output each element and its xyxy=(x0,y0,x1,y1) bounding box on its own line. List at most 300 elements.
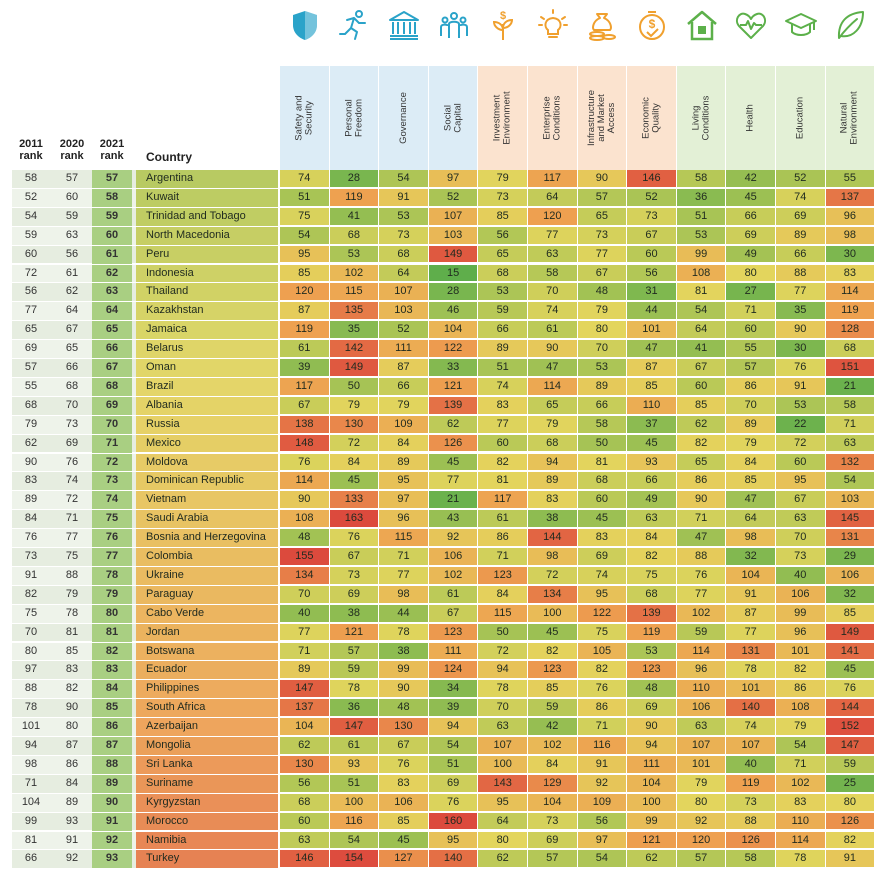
score-cell: 78 xyxy=(379,624,428,641)
score-cell: 69 xyxy=(528,832,577,849)
score-cell: 67 xyxy=(429,605,478,622)
country-name: Trinidad and Tobago xyxy=(146,209,246,222)
rank-2021: 90 xyxy=(92,794,132,812)
score-cell: 101 xyxy=(627,321,676,338)
score-cell: 137 xyxy=(826,189,875,206)
score-cell: 71 xyxy=(726,302,775,319)
leaf-icon xyxy=(833,8,867,42)
score-cell: 73 xyxy=(776,548,825,565)
score-cell: 76 xyxy=(280,454,329,471)
score-cell: 21 xyxy=(826,378,875,395)
score-cell: 102 xyxy=(330,265,379,282)
table-row xyxy=(0,378,879,396)
score-cell: 105 xyxy=(578,643,627,660)
score-cell: 106 xyxy=(379,794,428,811)
rank-2020: 79 xyxy=(65,587,79,600)
score-cell: 114 xyxy=(776,832,825,849)
score-cell: 57 xyxy=(578,189,627,206)
table-row xyxy=(0,643,879,661)
score-cell: 68 xyxy=(379,246,428,263)
score-cell: 81 xyxy=(677,283,726,300)
score-cell: 104 xyxy=(429,321,478,338)
score-cell: 45 xyxy=(379,832,428,849)
score-cell: 117 xyxy=(280,378,329,395)
score-cell: 54 xyxy=(280,227,329,244)
score-cell: 119 xyxy=(627,624,676,641)
score-cell: 76 xyxy=(330,529,379,546)
score-cell: 68 xyxy=(826,340,875,357)
column-header xyxy=(776,66,825,170)
rank-2011: 69 xyxy=(24,342,38,355)
rank-2011: 90 xyxy=(24,455,38,468)
score-cell: 160 xyxy=(429,813,478,830)
table-row xyxy=(0,454,879,472)
score-cell: 42 xyxy=(528,718,577,735)
score-cell: 73 xyxy=(578,227,627,244)
score-cell: 51 xyxy=(280,189,329,206)
score-cell: 124 xyxy=(429,661,478,678)
rank-2021: 91 xyxy=(92,813,132,831)
rank-2021: 92 xyxy=(92,832,132,850)
table-row xyxy=(0,246,879,264)
rank-2020: 66 xyxy=(65,361,79,373)
score-cell: 59 xyxy=(826,756,875,773)
score-cell: 83 xyxy=(528,491,577,508)
score-cell: 29 xyxy=(826,548,875,565)
rank-2020: 74 xyxy=(65,474,79,487)
score-cell: 107 xyxy=(429,208,478,225)
score-cell: 62 xyxy=(429,416,478,433)
rank-2021: 69 xyxy=(92,397,132,415)
rank-2020: 59 xyxy=(65,209,79,222)
score-cell: 82 xyxy=(627,548,676,565)
score-cell: 109 xyxy=(379,416,428,433)
score-cell: 69 xyxy=(330,586,379,603)
score-cell: 100 xyxy=(528,605,577,622)
score-cell: 76 xyxy=(677,567,726,584)
table-row xyxy=(0,189,879,207)
score-cell: 65 xyxy=(578,208,627,225)
score-cell: 49 xyxy=(627,491,676,508)
rank-2021: 75 xyxy=(92,510,132,528)
score-cell: 41 xyxy=(677,340,726,357)
score-cell: 47 xyxy=(677,529,726,546)
rank-2021: 89 xyxy=(92,775,132,793)
score-cell: 95 xyxy=(578,586,627,603)
rank-2011: 101 xyxy=(21,720,41,733)
rank-2011: 71 xyxy=(24,776,38,789)
rank-2020: 85 xyxy=(65,644,79,657)
score-cell: 69 xyxy=(627,699,676,716)
rank-2011: 57 xyxy=(24,361,38,373)
table-row xyxy=(0,737,879,755)
score-cell: 148 xyxy=(280,435,329,452)
score-cell: 44 xyxy=(379,605,428,622)
score-cell: 71 xyxy=(280,643,329,660)
score-cell: 107 xyxy=(677,737,726,754)
heart-pulse-icon xyxy=(734,8,768,42)
score-cell: 32 xyxy=(826,586,875,603)
score-cell: 115 xyxy=(379,529,428,546)
score-cell: 91 xyxy=(826,850,875,867)
score-cell: 119 xyxy=(826,302,875,319)
score-cell: 59 xyxy=(528,699,577,716)
table-row xyxy=(0,775,879,793)
score-cell: 81 xyxy=(478,472,527,489)
country-name: Namibia xyxy=(146,833,187,846)
score-cell: 98 xyxy=(528,548,577,565)
score-cell: 45 xyxy=(429,454,478,471)
score-cell: 84 xyxy=(528,756,577,773)
score-cell: 57 xyxy=(726,359,775,376)
country-name: South Africa xyxy=(146,701,206,714)
score-cell: 61 xyxy=(280,340,329,357)
score-cell: 89 xyxy=(528,472,577,489)
score-cell: 63 xyxy=(627,510,676,527)
rank-2011: 94 xyxy=(24,739,38,751)
score-cell: 75 xyxy=(627,567,676,584)
score-cell: 68 xyxy=(528,435,577,452)
rank-2020: 91 xyxy=(65,833,79,846)
score-cell: 79 xyxy=(528,416,577,433)
country-name: Russia xyxy=(146,417,180,430)
score-cell: 155 xyxy=(280,548,329,565)
score-cell: 64 xyxy=(726,510,775,527)
score-cell: 68 xyxy=(330,227,379,244)
score-cell: 70 xyxy=(776,529,825,546)
score-cell: 35 xyxy=(776,302,825,319)
rank-2020: 92 xyxy=(65,852,79,865)
lightbulb-icon xyxy=(536,8,570,42)
table-row xyxy=(0,850,879,868)
rank-2011: 58 xyxy=(24,172,38,184)
rank-2011: 104 xyxy=(21,795,41,808)
score-cell: 83 xyxy=(478,397,527,414)
score-cell: 77 xyxy=(478,416,527,433)
table-row xyxy=(0,302,879,320)
column-header xyxy=(379,66,428,170)
score-cell: 54 xyxy=(429,737,478,754)
country-name: Oman xyxy=(146,361,176,373)
score-cell: 79 xyxy=(330,397,379,414)
rank-2021-header: 2021 rank xyxy=(99,138,125,162)
score-cell: 60 xyxy=(726,321,775,338)
score-cell: 61 xyxy=(330,737,379,754)
score-cell: 67 xyxy=(627,227,676,244)
score-cell: 73 xyxy=(330,567,379,584)
rank-2011: 56 xyxy=(24,285,38,298)
score-cell: 59 xyxy=(330,661,379,678)
score-cell: 140 xyxy=(429,850,478,867)
score-cell: 73 xyxy=(379,227,428,244)
score-cell: 57 xyxy=(677,850,726,867)
score-cell: 104 xyxy=(726,567,775,584)
table-row xyxy=(0,416,879,434)
score-cell: 65 xyxy=(677,454,726,471)
score-cell: 40 xyxy=(280,605,329,622)
score-cell: 141 xyxy=(826,643,875,660)
score-cell: 90 xyxy=(776,321,825,338)
rank-2021: 64 xyxy=(92,302,132,320)
score-cell: 33 xyxy=(429,359,478,376)
score-cell: 40 xyxy=(726,756,775,773)
rank-2020: 86 xyxy=(65,757,79,770)
score-cell: 79 xyxy=(776,718,825,735)
score-cell: 108 xyxy=(677,265,726,282)
score-cell: 74 xyxy=(726,718,775,735)
score-cell: 52 xyxy=(429,189,478,206)
rank-2021: 85 xyxy=(92,699,132,717)
score-cell: 62 xyxy=(677,416,726,433)
score-cell: 56 xyxy=(280,775,329,792)
score-cell: 48 xyxy=(379,699,428,716)
score-cell: 73 xyxy=(478,189,527,206)
country-name: Cabo Verde xyxy=(146,606,205,619)
score-cell: 114 xyxy=(280,472,329,489)
country-name: Bosnia and Herzegovina xyxy=(146,531,266,544)
rank-2020: 89 xyxy=(65,795,79,808)
country-name: Dominican Republic xyxy=(146,474,244,487)
rank-2021: 63 xyxy=(92,283,132,301)
house-icon xyxy=(685,8,719,42)
score-cell: 41 xyxy=(330,208,379,225)
score-cell: 61 xyxy=(429,586,478,603)
table-row xyxy=(0,832,879,850)
table-row xyxy=(0,340,879,358)
score-cell: 98 xyxy=(826,227,875,244)
score-cell: 134 xyxy=(280,567,329,584)
score-cell: 69 xyxy=(578,548,627,565)
score-cell: 77 xyxy=(578,246,627,263)
table-row xyxy=(0,170,879,188)
score-cell: 84 xyxy=(379,435,428,452)
rank-2021: 70 xyxy=(92,416,132,434)
country-name: Mexico xyxy=(146,436,181,449)
score-cell: 27 xyxy=(726,283,775,300)
column-header-label: Health xyxy=(744,104,756,132)
rank-2011: 97 xyxy=(24,663,38,676)
score-cell: 83 xyxy=(776,794,825,811)
score-cell: 106 xyxy=(776,586,825,603)
score-cell: 122 xyxy=(429,340,478,357)
column-header-label: Governance xyxy=(397,92,409,144)
score-cell: 53 xyxy=(776,397,825,414)
score-cell: 99 xyxy=(677,246,726,263)
rank-2011: 83 xyxy=(24,474,38,487)
score-cell: 131 xyxy=(726,643,775,660)
score-cell: 72 xyxy=(528,567,577,584)
score-cell: 102 xyxy=(429,567,478,584)
score-cell: 21 xyxy=(429,491,478,508)
rank-2020: 63 xyxy=(65,228,79,241)
country-name: Turkey xyxy=(146,852,180,865)
score-cell: 76 xyxy=(578,680,627,697)
score-cell: 54 xyxy=(379,170,428,187)
score-cell: 123 xyxy=(478,567,527,584)
score-cell: 45 xyxy=(726,189,775,206)
score-cell: 100 xyxy=(330,794,379,811)
rank-2021: 81 xyxy=(92,624,132,642)
score-cell: 43 xyxy=(429,510,478,527)
score-cell: 79 xyxy=(578,302,627,319)
score-cell: 95 xyxy=(776,472,825,489)
score-cell: 97 xyxy=(429,170,478,187)
money-plant-icon xyxy=(486,8,520,42)
score-cell: 129 xyxy=(528,775,577,792)
score-cell: 22 xyxy=(776,416,825,433)
score-cell: 52 xyxy=(627,189,676,206)
score-cell: 139 xyxy=(429,397,478,414)
score-cell: 103 xyxy=(429,227,478,244)
rank-2020: 69 xyxy=(65,436,79,449)
score-cell: 96 xyxy=(379,510,428,527)
score-cell: 111 xyxy=(379,340,428,357)
score-cell: 107 xyxy=(478,737,527,754)
rank-2011: 68 xyxy=(24,398,38,411)
rank-2011: 84 xyxy=(24,512,38,525)
score-cell: 82 xyxy=(528,643,577,660)
rank-2021: 62 xyxy=(92,265,132,283)
score-cell: 60 xyxy=(627,246,676,263)
table-row xyxy=(0,208,879,226)
score-cell: 79 xyxy=(478,170,527,187)
score-cell: 67 xyxy=(280,397,329,414)
score-cell: 77 xyxy=(280,624,329,641)
country-name: Sri Lanka xyxy=(146,757,193,770)
score-cell: 70 xyxy=(280,586,329,603)
table-row xyxy=(0,397,879,415)
country-name: Colombia xyxy=(146,550,193,562)
country-name: Paraguay xyxy=(146,587,194,600)
country-name: Azerbaijan xyxy=(146,720,198,733)
rank-2021: 72 xyxy=(92,454,132,472)
score-cell: 120 xyxy=(280,283,329,300)
score-cell: 140 xyxy=(726,699,775,716)
column-header-label: Investment Environment xyxy=(491,91,513,145)
table-row xyxy=(0,548,879,566)
rank-2021: 83 xyxy=(92,661,132,679)
column-header-label: Social Capital xyxy=(442,103,464,133)
score-cell: 63 xyxy=(826,435,875,452)
rank-2011: 62 xyxy=(24,436,38,449)
score-cell: 151 xyxy=(826,359,875,376)
rank-2020: 72 xyxy=(65,493,79,506)
rank-2011: 78 xyxy=(24,701,38,714)
score-cell: 57 xyxy=(528,850,577,867)
score-cell: 48 xyxy=(578,283,627,300)
score-cell: 70 xyxy=(726,397,775,414)
score-cell: 96 xyxy=(776,624,825,641)
score-cell: 54 xyxy=(578,850,627,867)
score-cell: 71 xyxy=(826,416,875,433)
score-cell: 53 xyxy=(627,643,676,660)
score-cell: 70 xyxy=(528,283,577,300)
rank-2021: 71 xyxy=(92,435,132,453)
shield-icon xyxy=(288,8,322,42)
score-cell: 48 xyxy=(280,529,329,546)
score-cell: 103 xyxy=(379,302,428,319)
score-cell: 65 xyxy=(528,397,577,414)
score-cell: 76 xyxy=(429,794,478,811)
score-cell: 130 xyxy=(280,756,329,773)
score-cell: 60 xyxy=(478,435,527,452)
country-name: Vietnam xyxy=(146,493,187,506)
score-cell: 154 xyxy=(330,850,379,867)
score-cell: 80 xyxy=(578,321,627,338)
score-cell: 55 xyxy=(826,170,875,187)
score-cell: 53 xyxy=(677,227,726,244)
score-cell: 121 xyxy=(627,832,676,849)
score-cell: 60 xyxy=(776,454,825,471)
score-cell: 66 xyxy=(627,472,676,489)
score-cell: 71 xyxy=(776,756,825,773)
rank-2021: 60 xyxy=(92,227,132,245)
table-row xyxy=(0,756,879,774)
score-cell: 88 xyxy=(726,813,775,830)
score-cell: 64 xyxy=(677,321,726,338)
country-name: Ukraine xyxy=(146,568,184,581)
rank-2011: 72 xyxy=(24,266,38,279)
score-cell: 116 xyxy=(578,737,627,754)
score-cell: 86 xyxy=(478,529,527,546)
rank-2011: 82 xyxy=(24,587,38,600)
rank-2021: 73 xyxy=(92,472,132,490)
score-cell: 89 xyxy=(726,416,775,433)
score-cell: 94 xyxy=(478,661,527,678)
score-cell: 65 xyxy=(478,246,527,263)
country-name: Albania xyxy=(146,398,183,411)
score-cell: 83 xyxy=(826,265,875,282)
score-cell: 102 xyxy=(677,605,726,622)
score-cell: 53 xyxy=(478,283,527,300)
score-cell: 63 xyxy=(677,718,726,735)
score-cell: 114 xyxy=(826,283,875,300)
score-cell: 149 xyxy=(429,246,478,263)
score-cell: 60 xyxy=(677,378,726,395)
score-cell: 63 xyxy=(776,510,825,527)
rank-2011: 88 xyxy=(24,682,38,695)
score-cell: 126 xyxy=(429,435,478,452)
score-cell: 85 xyxy=(726,472,775,489)
table-row xyxy=(0,510,879,528)
score-cell: 126 xyxy=(726,832,775,849)
rank-2020: 78 xyxy=(65,606,79,619)
score-cell: 79 xyxy=(677,775,726,792)
score-cell: 130 xyxy=(330,416,379,433)
score-cell: 92 xyxy=(578,775,627,792)
rank-2020: 62 xyxy=(65,285,79,298)
rank-2020: 67 xyxy=(65,323,79,336)
score-cell: 97 xyxy=(379,491,428,508)
score-cell: 61 xyxy=(478,510,527,527)
score-cell: 119 xyxy=(726,775,775,792)
score-cell: 117 xyxy=(478,491,527,508)
rank-2011: 99 xyxy=(24,814,38,827)
score-cell: 89 xyxy=(280,661,329,678)
rank-2021: 76 xyxy=(92,529,132,547)
score-cell: 115 xyxy=(330,283,379,300)
score-cell: 91 xyxy=(726,586,775,603)
score-cell: 81 xyxy=(578,454,627,471)
score-cell: 66 xyxy=(578,397,627,414)
rank-2020: 73 xyxy=(65,417,79,430)
score-cell: 56 xyxy=(578,813,627,830)
score-cell: 106 xyxy=(677,699,726,716)
score-cell: 78 xyxy=(478,680,527,697)
rank-2021: 59 xyxy=(92,208,132,226)
score-cell: 66 xyxy=(776,246,825,263)
score-cell: 117 xyxy=(528,170,577,187)
